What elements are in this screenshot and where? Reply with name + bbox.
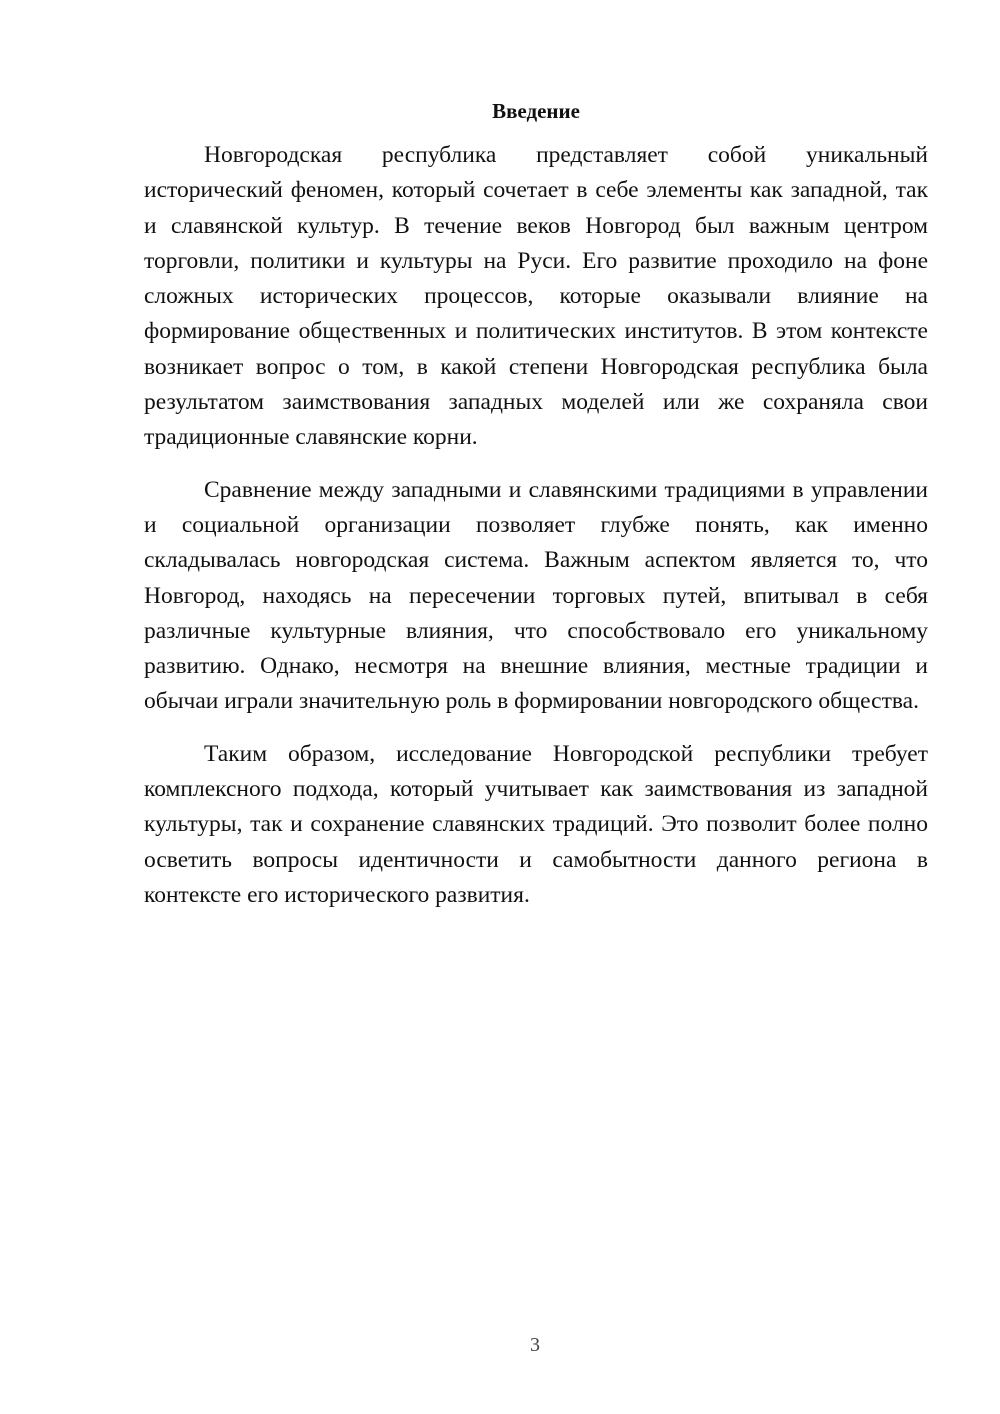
section-heading: Введение: [492, 99, 580, 123]
paragraph-3: Таким образом, исследование Новгородской республики требует комплексного подхода, который учитывает как заимствования из западной культуры, так и сохранение славянских традиций. Это позволит более полно осветить вопросы идентичности и самобытности данного региона в контексте его исторического развития.: [144, 740, 928, 908]
paragraph-1: Новгородская республика представляет собой уникальный исторический феномен, который сочетает в себе элементы как западной, так и славянской культур. В течение веков Новгород был важным центром торговли, политики и культуры на Руси. Его развитие проходило на фоне сложных исторических процессов, которые оказывали влияние на формирование общественных и политических институтов. В этом контексте возникает вопрос о том, в какой степени Новгородская республика была результатом заимствования западных моделей или же сохраняла свои традиционные славянские корни.: [144, 142, 928, 451]
page-content: [144, 96, 928, 930]
paragraph-2: Сравнение между западными и славянскими традициями в управлении и социальной организации позволяет глубже понять, как именно складывалась новгородская система. Важным аспектом является то, что Новгород, находясь на пересечении торговых путей, впитывал в себя различные культурные влияния, что способствовало его уникальному развитию. Однако, несмотря на внешние влияния, местные традиции и обычаи играли значительную роль в формировании новгородского общества.: [144, 476, 928, 715]
page-number: 3: [530, 1334, 540, 1356]
